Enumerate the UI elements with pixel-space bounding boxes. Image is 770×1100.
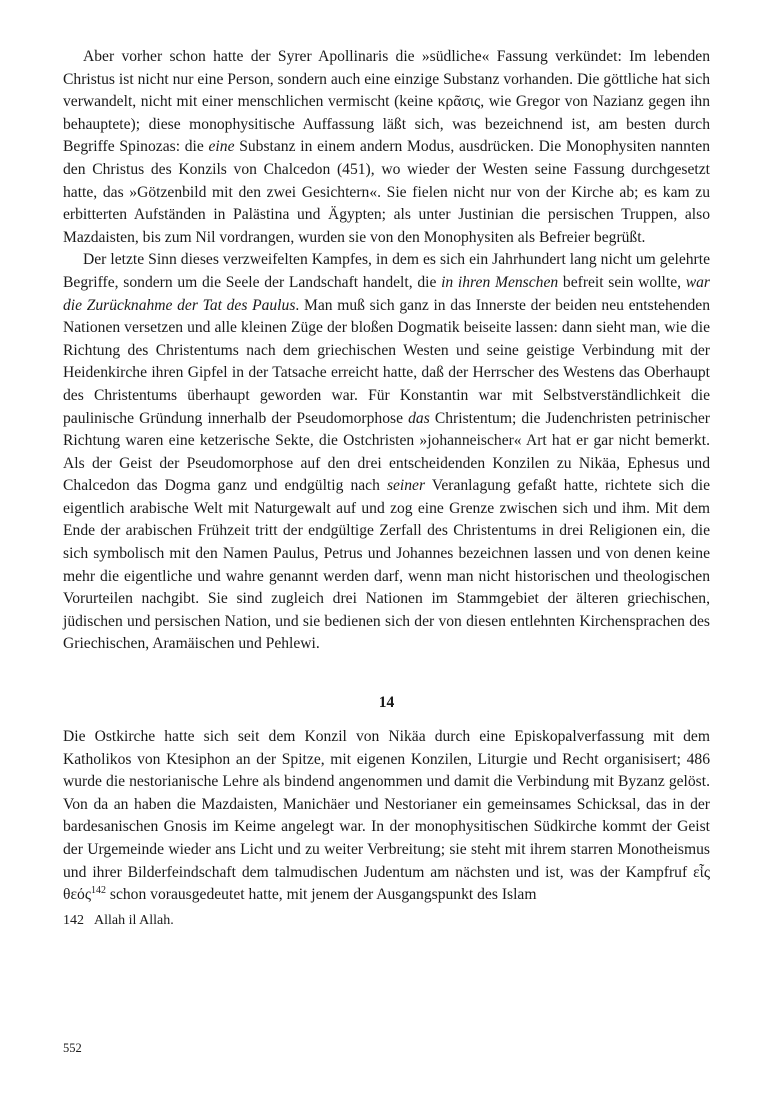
page-number: 552 bbox=[63, 1041, 82, 1055]
emphasis: seiner bbox=[386, 477, 426, 495]
footnote-reference[interactable]: 142 bbox=[91, 885, 106, 896]
emphasis: das bbox=[408, 409, 430, 427]
footnote-text: Allah il Allah. bbox=[94, 912, 174, 928]
footnote-number: 142 bbox=[63, 912, 84, 928]
emphasis: war die Zurücknahme der Tat des Paulus bbox=[63, 273, 710, 314]
body-text bbox=[63, 46, 710, 907]
emphasis: in ihren Menschen bbox=[441, 273, 559, 291]
section-number: 14 bbox=[378, 694, 395, 712]
paragraph-ostkirche: Die Ostkirche hatte sich seit dem Konzil von Nikäa durch eine Episkopalverfassung mit dem Katholikos von Ktesiphon an der Spitze, mit eigenen Konzilen, Liturgie und Recht organisisert; 486 wurde die nestorianische Lehre als bindend angenommen und damit die Verbindung mit Byzanz gelöst. Von da an haben die Mazdaisten, Manichäer und Nestorianer ein gemeinsames Schicksal, das in der bardesanischen Gnosis im Keime angelegt war. In der monophysitischen Südkirche kommt der Geist der Urgemeinde wieder ans Licht und zu weiter Verbreitung; sie steht mit ihrem starren Monotheismus und ihrer Bilderfeindschaft dem talmudischen Judentum am nächsten und ist, was der Kampfruf εἷς θεός$^{142}$ schon vorausgedeutet hatte, mit jenem der Ausgangspunkt des Islam bbox=[63, 728, 710, 904]
footnote bbox=[63, 912, 710, 930]
emphasis: eine bbox=[208, 138, 235, 156]
paragraph-letzter-sinn: Der letzte Sinn dieses verzweifelten Kampfes, in dem es sich ein Jahrhundert lang nicht um gelehrte Begriffe, sondern um die Seele der Landschaft handelt, die in ihren Menschen befreit sein wollte, war die Zurücknahme der Tat des Paulus. Man muß sich ganz in das Innerste der beiden neu entstehenden Nationen versetzen und alle kleinen Züge der bloßen Dogmatik beiseite lassen: dann sieht man, wie die Richtung des Christentums nach dem griechischen Westen und seine geistige Verbindung mit der Heidenkirche ihren Gipfel in der Tatsache erreicht hatte, daß der Herrscher des Westens das Oberhaupt des Christentums überhaupt geworden war. Für Konstantin war mit Selbstverständlichkeit die paulinische Gründung innerhalb der Pseudomorphose das Christentum; die Judenchristen petrinischer Richtung waren eine ketzerische Sekte, die Ostchristen »johanneischer« Art hat er gar nicht bemerkt. Als der Geist der Pseudomorphose auf den drei entscheidenden Konzilen zu Nikäa, Ephesus und Chalcedon das Dogma ganz und endgültig nach seiner Veranlagung gefaßt hatte, richtete sich die eigentlich arabische Welt mit Naturgewalt auf und zog eine Grenze zwischen sich und ihm. Mit dem Ende der arabischen Frühzeit tritt der endgültige Zerfall des Christentums in drei Religionen ein, die sich symbolisch mit den Namen Paulus, Petrus und Johannes bezeichnen lassen und von denen keine mehr die eigentliche und wahre genannt werden darf, wenn man nicht historischen und theologischen Vorurteilen nachgibt. Sie sind zugleich drei Nationen im Stammgebiet der älteren griechischen, jüdischen und persischen Nation, und sie bedienen sich der von diesen entlehnten Kirchensprachen des Griechischen, Aramäischen und Pehlewi. bbox=[63, 251, 710, 653]
paragraph-apollinaris: Aber vorher schon hatte der Syrer Apollinaris die »südliche« Fassung verkündet: Im lebenden Christus ist nicht nur eine Person, sondern auch eine einzige Substanz vorhanden. Die göttliche hat sich verwandelt, nicht mit einer menschlichen vermischt (keine κρᾶσις, wie Gregor von Nazianz gegen ihn behauptete); diese monophysitische Auffassung läßt sich, was bezeichnend ist, am besten durch Begriffe Spinozas: die eine Substanz in einem andern Modus, ausdrücken. Die Monophysiten nannten den Christus des Konzils von Chalcedon (451), wo wieder der Westen seine Fassung durchgesetzt hatte, das »Götzenbild mit den zwei Gesichtern«. Sie fielen nicht nur von der Kirche ab; es kam zu erbitterten Aufständen in Palästina und Ägypten; als unter Justinian die persischen Truppen, also Mazdaisten, bis zum Nil vordrangen, wurden sie von den Monophysiten als Befreier begrüßt. bbox=[63, 48, 711, 246]
